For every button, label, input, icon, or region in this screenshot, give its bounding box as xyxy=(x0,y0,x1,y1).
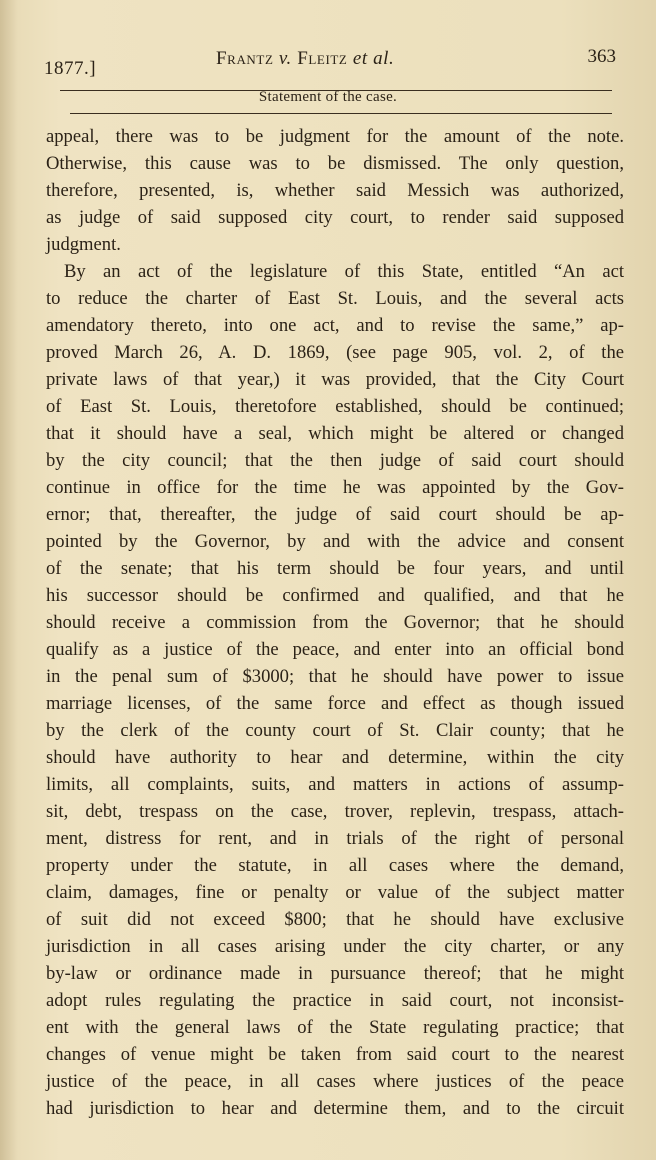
text-line: should have authority to hear and determine, within the city xyxy=(46,747,624,768)
body-text xyxy=(46,123,624,1122)
text-line: property under the statute, in all cases where the demand, xyxy=(46,855,624,876)
header-rule-bottom xyxy=(70,113,612,114)
text-line: as judge of said supposed city court, to render said supposed xyxy=(46,207,624,228)
text-line: of suit did not exceed $800; that he should have exclusive xyxy=(46,909,624,930)
text-line: justice of the peace, in all cases where justices of the peace xyxy=(46,1071,624,1092)
text-line: jurisdiction in all cases arising under the city charter, or any xyxy=(46,936,624,957)
text-line: amendatory thereto, into one act, and to revise the same,” ap- xyxy=(46,315,624,336)
case-title-et-al: et al. xyxy=(352,48,395,69)
text-line: that it should have a seal, which might be altered or changed xyxy=(46,423,624,444)
text-line: his successor should be confirmed and qualified, and that he xyxy=(46,585,624,606)
subheading xyxy=(0,89,656,106)
text-line: claim, damages, fine or penalty or value of the subject matter xyxy=(46,882,624,903)
text-line: ment, distress for rent, and in trials of the right of personal xyxy=(46,828,624,849)
text-line: pointed by the Governor, by and with the advice and consent xyxy=(46,531,624,552)
text-line: by the city council; that the then judge of said court should xyxy=(46,450,624,471)
text-line: sit, debt, trespass on the case, trover, replevin, trespass, attach- xyxy=(46,801,624,822)
text-line: changes of venue might be taken from said court to the nearest xyxy=(46,1044,624,1065)
text-line: adopt rules regulating the practice in said court, not inconsist- xyxy=(46,990,624,1011)
text-line: should receive a commission from the Governor; that he should xyxy=(46,612,624,633)
text-line: By an act of the legislature of this State, entitled “An act xyxy=(64,261,624,282)
case-title-versus: v. xyxy=(278,48,292,69)
text-line: limits, all complaints, suits, and matters in actions of assump- xyxy=(46,774,624,795)
case-title-plaintiff: Frantz xyxy=(216,48,279,69)
text-line: marriage licenses, of the same force and effect as though issued xyxy=(46,693,624,714)
text-line: Otherwise, this cause was to be dismissed. The only question, xyxy=(46,153,624,174)
text-line: proved March 26, A. D. 1869, (see page 905, vol. 2, of the xyxy=(46,342,624,363)
running-head xyxy=(44,40,616,80)
text-line: judgment. xyxy=(46,234,121,255)
text-line: private laws of that year,) it was provided, that the City Court xyxy=(46,369,624,390)
text-line: ent with the general laws of the State regulating practice; that xyxy=(46,1017,624,1038)
text-line: appeal, there was to be judgment for the amount of the note. xyxy=(46,126,624,147)
text-line: of the senate; that his term should be four years, and until xyxy=(46,558,624,579)
text-line: by-law or ordinance made in pursuance thereof; that he might xyxy=(46,963,624,984)
case-title-defendant: Fleitz xyxy=(291,48,353,69)
text-line: in the penal sum of $3000; that he should have power to issue xyxy=(46,666,624,687)
subheading-text: Statement of the case. xyxy=(258,89,398,105)
text-line: by the clerk of the county court of St. Clair county; that he xyxy=(46,720,624,741)
text-line: therefore, presented, is, whether said Messich was authorized, xyxy=(46,180,624,201)
text-line: qualify as a justice of the peace, and enter into an official bond xyxy=(46,639,624,660)
text-line: had jurisdiction to hear and determine them, and to the circuit xyxy=(46,1098,624,1119)
text-line: to reduce the charter of East St. Louis, and the several acts xyxy=(46,288,624,309)
page-number: 363 xyxy=(587,46,616,67)
text-line: ernor; that, thereafter, the judge of said court should be ap- xyxy=(46,504,624,525)
case-title xyxy=(216,48,394,70)
text-line: continue in office for the time he was appointed by the Gov- xyxy=(46,477,624,498)
year-label: 1877.] xyxy=(44,58,97,79)
text-line: of East St. Louis, theretofore established, should be continued; xyxy=(46,396,624,417)
